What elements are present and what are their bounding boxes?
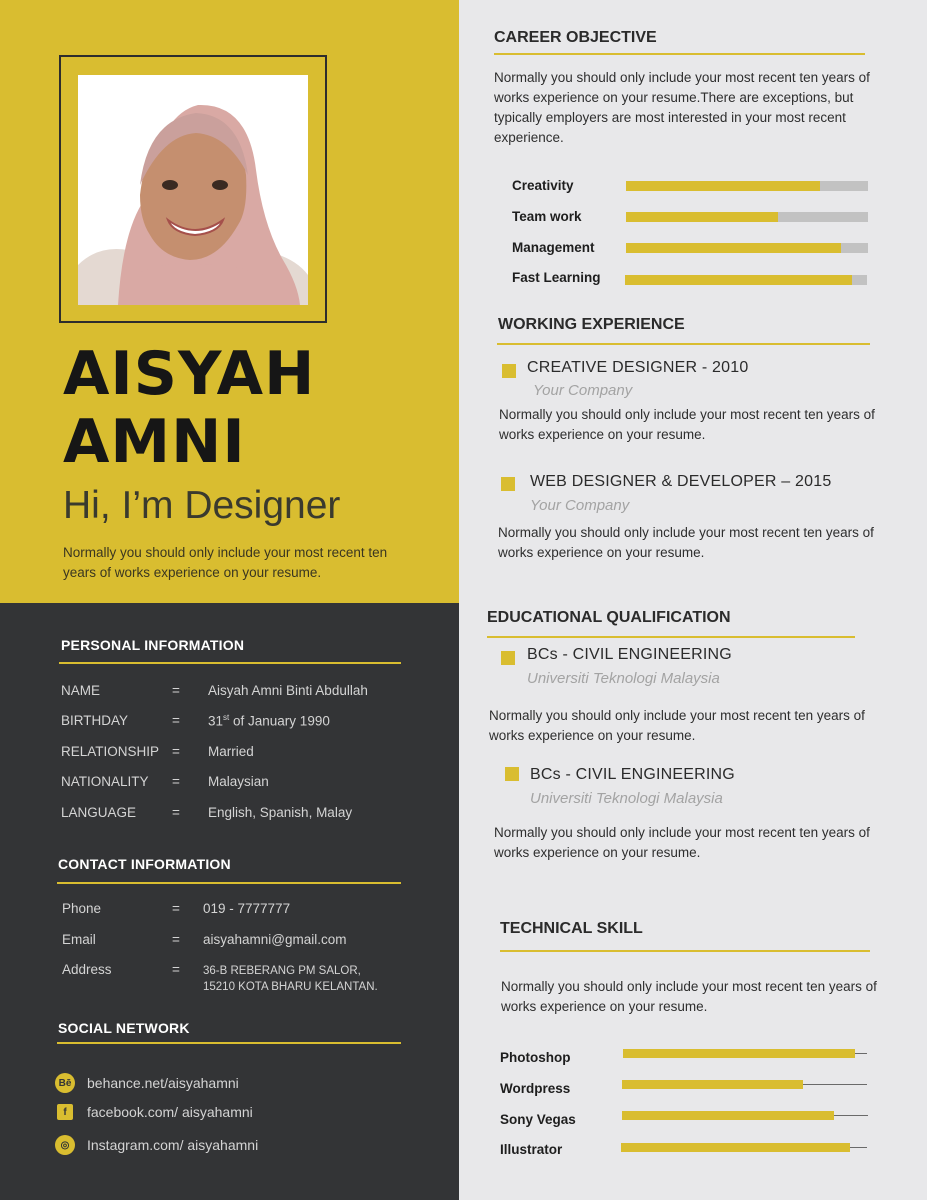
content-panel — [459, 0, 927, 1200]
info-key: BIRTHDAY — [61, 713, 129, 728]
photo-frame — [59, 55, 327, 323]
social-behance[interactable] — [55, 1073, 239, 1093]
tech-bar-wordpress — [622, 1084, 867, 1085]
skill-bar-management — [626, 243, 868, 253]
technical-skill-text: Normally you should only include your most recent ten years of works experience on your resume. — [501, 979, 877, 1014]
technical-skill-title: TECHNICAL SKILL — [500, 920, 643, 937]
info-key: NATIONALITY — [61, 774, 149, 789]
facebook-icon: f — [57, 1104, 73, 1120]
working-experience-divider — [497, 343, 870, 345]
address-line-1: 36-B REBERANG PM SALOR, — [203, 965, 361, 977]
skill-bar-fill — [625, 275, 852, 285]
info-eq: = — [172, 713, 180, 728]
info-key: RELATIONSHIP — [61, 744, 160, 759]
career-objective-text: Normally you should only include your most recent ten years of works experience on your resume.There are exceptions, but typically employers are most interested in your most recent experience. — [494, 70, 870, 145]
full-name — [63, 340, 315, 476]
career-objective-divider — [494, 53, 865, 55]
education-description: Normally you should only include your most recent ten years of works experience on your resume. — [494, 825, 870, 860]
tech-bar-sony-vegas — [622, 1115, 868, 1116]
info-value — [208, 713, 330, 729]
contact-eq: = — [172, 932, 180, 947]
tech-bar-fill — [621, 1143, 850, 1152]
birthday-day: 31 — [208, 713, 224, 729]
experience-description: Normally you should only include your most recent ten years of works experience on your resume. — [498, 525, 874, 560]
intro-text: Normally you should only include your most recent ten years of works experience on your resume. — [63, 545, 388, 580]
behance-link[interactable]: behance.net/aisyahamni — [87, 1075, 239, 1091]
tech-bar-fill — [622, 1111, 834, 1120]
education-description: Normally you should only include your most recent ten years of works experience on your resume. — [489, 708, 865, 743]
tech-bar-fill — [623, 1049, 855, 1058]
skill-bar-team-work — [626, 212, 868, 222]
education-divider — [487, 636, 855, 638]
profile-photo-illustration — [78, 75, 308, 305]
working-experience-title: WORKING EXPERIENCE — [498, 316, 685, 333]
experience-company: Your Company — [530, 497, 630, 514]
info-value: Aisyah Amni Binti Abdullah — [208, 683, 368, 698]
experience-bullet — [502, 364, 516, 378]
info-eq: = — [172, 774, 180, 789]
experience-company: Your Company — [533, 382, 633, 399]
profile-photo — [78, 75, 308, 305]
skill-bar-creativity — [626, 181, 868, 191]
skill-bar-fill — [626, 243, 841, 253]
contact-eq: = — [172, 962, 180, 977]
instagram-icon: ◎ — [55, 1135, 75, 1155]
tagline: Hi, I’m Designer — [63, 484, 341, 527]
social-facebook[interactable] — [55, 1104, 253, 1120]
education-school: Universiti Teknologi Malaysia — [530, 790, 723, 807]
technical-skill-divider — [500, 950, 870, 952]
tech-label-photoshop: Photoshop — [500, 1050, 571, 1065]
contact-key: Address — [62, 962, 112, 977]
skill-bar-fill — [626, 181, 820, 191]
tech-label-illustrator: Illustrator — [500, 1142, 563, 1157]
contact-eq: = — [172, 901, 180, 916]
contact-info-divider — [57, 882, 401, 884]
personal-info-divider — [59, 662, 401, 664]
phone-value[interactable]: 019 - 7777777 — [203, 901, 291, 916]
education-bullet — [501, 651, 515, 665]
education-title: EDUCATIONAL QUALIFICATION — [487, 609, 731, 626]
info-eq: = — [172, 744, 180, 759]
instagram-link[interactable]: Instagram.com/ aisyahamni — [87, 1137, 259, 1153]
info-key: NAME — [61, 683, 101, 698]
tech-bar-photoshop — [623, 1053, 867, 1054]
experience-description: Normally you should only include your most recent ten years of works experience on your resume. — [499, 407, 875, 442]
email-value[interactable]: aisyahamni@gmail.com — [203, 932, 347, 947]
social-network-title: SOCIAL NETWORK — [58, 1020, 190, 1036]
social-instagram[interactable] — [55, 1135, 258, 1155]
info-eq: = — [172, 683, 180, 698]
experience-title: CREATIVE DESIGNER - 2010 — [527, 359, 749, 376]
career-objective-title: CAREER OBJECTIVE — [494, 29, 657, 46]
skill-label-fast-learning: Fast Learning — [512, 270, 601, 285]
info-value: Malaysian — [208, 774, 269, 789]
info-key: LANGUAGE — [61, 805, 137, 820]
behance-icon: Bē — [55, 1073, 75, 1093]
social-network-divider — [57, 1042, 401, 1044]
tech-label-wordpress: Wordpress — [500, 1081, 571, 1096]
tech-label-sony-vegas: Sony Vegas — [500, 1112, 576, 1127]
tech-bar-fill — [622, 1080, 803, 1089]
contact-info-title: CONTACT INFORMATION — [58, 856, 231, 872]
personal-info-title: PERSONAL INFORMATION — [61, 637, 245, 653]
experience-bullet — [501, 477, 515, 491]
education-degree: BCs - CIVIL ENGINEERING — [527, 646, 732, 663]
tech-bar-illustrator — [621, 1147, 867, 1148]
contact-key: Email — [62, 932, 96, 947]
skill-bar-fast-learning — [625, 275, 867, 285]
contact-key: Phone — [62, 901, 102, 916]
info-eq: = — [172, 805, 180, 820]
education-school: Universiti Teknologi Malaysia — [527, 670, 720, 687]
first-name: AISYAH — [63, 339, 316, 409]
facebook-link[interactable]: facebook.com/ aisyahamni — [87, 1104, 253, 1120]
info-panel — [0, 603, 459, 1200]
info-value: English, Spanish, Malay — [208, 805, 353, 820]
skill-bar-fill — [626, 212, 778, 222]
birthday-rest: of January 1990 — [229, 713, 330, 729]
skill-label-creativity: Creativity — [512, 178, 574, 193]
address-value — [203, 963, 413, 995]
profile-panel — [0, 0, 459, 603]
education-degree: BCs - CIVIL ENGINEERING — [530, 766, 735, 783]
address-line-2: 15210 KOTA BHARU KELANTAN. — [203, 981, 378, 993]
skill-label-team-work: Team work — [512, 209, 582, 224]
education-bullet — [505, 767, 519, 781]
info-value: Married — [208, 744, 254, 759]
skill-label-management: Management — [512, 240, 595, 255]
experience-title: WEB DESIGNER & DEVELOPER – 2015 — [530, 473, 832, 490]
last-name: AMNI — [63, 407, 246, 477]
birthday-suffix: st — [223, 713, 230, 722]
